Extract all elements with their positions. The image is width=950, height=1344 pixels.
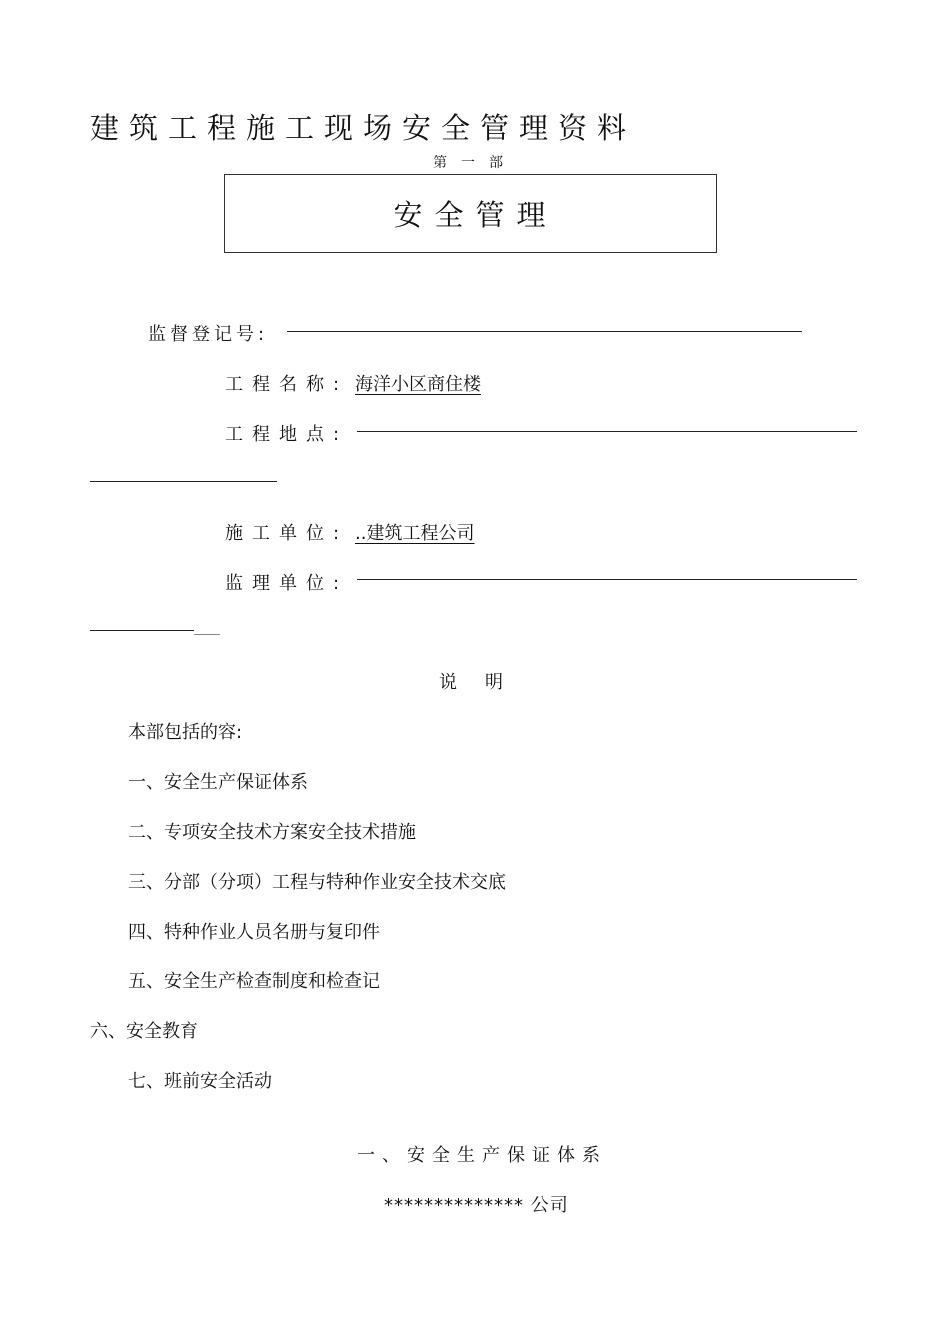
contents-item: 四、特种作业人员名册与复印件	[128, 922, 380, 943]
project-name-label: 工程名称:	[225, 374, 349, 395]
explanation-intro: 本部包括的容:	[128, 722, 243, 743]
part-label: 第一部	[433, 155, 517, 171]
company-name: ************** 公司	[384, 1195, 569, 1216]
contents-item: 一、安全生产保证体系	[128, 772, 308, 793]
explanation-heading: 说明	[439, 672, 531, 693]
supervision-unit-blank-tail	[194, 634, 220, 635]
project-site-label: 工程地点:	[225, 424, 349, 445]
document-title: 建筑工程施工现场安全管理资料	[90, 111, 637, 145]
supervision-no-label: 监督登记号:	[148, 324, 269, 345]
supervision-unit-blank	[357, 579, 857, 580]
contents-item: 三、分部（分项）工程与特种作业安全技术交底	[128, 872, 506, 893]
contents-item: 七、班前安全活动	[128, 1071, 272, 1092]
project-site-blank-continued	[90, 481, 277, 482]
project-name-value: 海洋小区商住楼	[355, 374, 481, 395]
supervision-unit-blank-continued	[90, 630, 194, 631]
supervision-no-blank	[287, 331, 802, 332]
supervision-unit-label: 监理单位:	[225, 573, 349, 594]
construction-unit-value: ..建筑工程公司	[355, 523, 475, 544]
section-title: 安全管理	[393, 198, 558, 232]
contents-item: 二、专项安全技术方案安全技术措施	[128, 822, 416, 843]
contents-item: 五、安全生产检查制度和检查记	[128, 971, 380, 992]
project-site-blank	[357, 431, 857, 432]
contents-item: 六、安全教育	[90, 1021, 198, 1042]
section-title-box	[224, 174, 717, 253]
section-one-heading: 一、安全生产保证体系	[357, 1145, 607, 1166]
construction-unit-label: 施工单位:	[225, 523, 349, 544]
